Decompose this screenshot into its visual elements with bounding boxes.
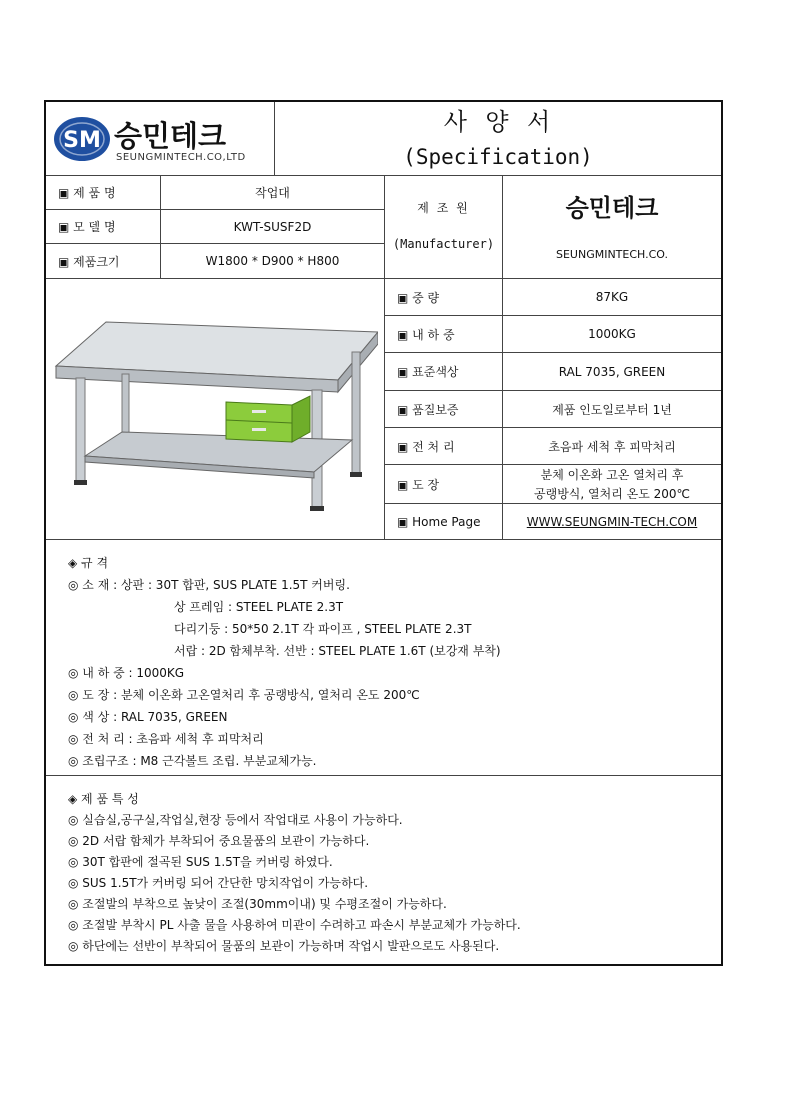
prop-color-value: RAL 7035, GREEN: [558, 364, 666, 379]
logo-subtitle: SEUNGMINTECH.CO,LTD: [116, 152, 246, 163]
model-label: ▣ 모 델 명: [58, 220, 116, 234]
feature-line: ◎ 조절발의 부착으로 높낮이 조절(30mm이내) 및 수평조절이 가능하다.: [68, 897, 447, 911]
product-name-value: 작업대: [255, 186, 290, 200]
prop-weight-value: 87KG: [595, 290, 629, 304]
prop-load-label: ▣ 내 하 중: [397, 327, 455, 342]
maker-label: 제 조 원: [417, 200, 470, 215]
workbench-illustration: [52, 292, 378, 528]
product-name-label: ▣ 제 품 명: [58, 186, 116, 200]
model-value: KWT-SUSF2D: [233, 219, 312, 234]
spec-line: ◎ 도 장 : 분체 이온화 고온열처리 후 공랭방식, 열처리 온도 200℃: [68, 688, 420, 702]
feature-line: ◎ 2D 서랍 함체가 부착되어 중요물품의 보관이 가능하다.: [68, 834, 370, 848]
prop-homepage-label: ▣ Home Page: [397, 514, 481, 529]
feature-line: ◎ 조절발 부착시 PL 사출 물을 사용하여 미관이 수려하고 파손시 부분교체가 가능하다.: [68, 918, 521, 932]
spec-line: ◎ 전 처 리 : 초음파 세척 후 피막처리: [68, 732, 264, 746]
homepage-link[interactable]: WWW.SEUNGMIN-TECH.COM: [526, 514, 698, 529]
spec-line: ◎ 내 하 중 : 1000KG: [68, 666, 185, 680]
size-label: ▣ 제품크기: [58, 254, 120, 269]
maker-label-english: (Manufacturer): [392, 237, 495, 251]
spec-line: 상 프레임 : STEEL PLATE 2.3T: [174, 600, 344, 614]
spec-line: ◎ 소 재 : 상판 : 30T 합판, SUS PLATE 1.5T 커버링.: [68, 578, 350, 592]
prop-pretreatment-label: ▣ 전 처 리: [397, 439, 455, 454]
specification-sheet: [44, 100, 723, 966]
prop-weight-label: ▣ 중 량: [397, 290, 440, 305]
features-heading: ◈ 제 품 특 성: [68, 792, 139, 806]
document-title-english: (Specification): [403, 145, 593, 169]
prop-load-value: 1000KG: [588, 327, 636, 341]
prop-coating-value-line1: 분체 이온화 고온 열처리 후: [540, 468, 684, 482]
logo-name: 승민테크: [114, 119, 227, 153]
prop-warranty-label: ▣ 품질보증: [397, 402, 459, 417]
feature-line: ◎ 30T 합판에 절곡된 SUS 1.5T을 커버링 하였다.: [68, 855, 333, 869]
prop-coating-value-line2: 공랭방식, 열처리 온도 200℃: [534, 487, 690, 501]
prop-warranty-value: 제품 인도일로부터 1년: [552, 402, 672, 417]
prop-pretreatment-value: 초음파 세척 후 피막처리: [548, 439, 676, 454]
spec-heading: ◈ 규 격: [68, 556, 109, 570]
feature-line: ◎ 하단에는 선반이 부착되어 물품의 보관이 가능하며 작업시 발판으로도 사용된다.: [68, 939, 500, 953]
logo-emblem-icon: [52, 114, 112, 164]
spec-line: 다리기둥 : 50*50 2.1T 각 파이프 , STEEL PLATE 2.3T: [174, 622, 472, 636]
spec-line: 서랍 : 2D 함체부착. 선반 : STEEL PLATE 1.6T (보강재 부착): [174, 644, 501, 658]
maker-name: 승민테크: [565, 193, 659, 222]
feature-line: ◎ 실습실,공구실,작업실,현장 등에서 작업대로 사용이 가능하다.: [68, 813, 403, 827]
size-value: W1800 * D900 * H800: [205, 254, 340, 268]
svg-text:SM: SM: [63, 128, 101, 153]
feature-line: ◎ SUS 1.5T가 커버링 되어 간단한 망치작업이 가능하다.: [68, 876, 369, 890]
prop-coating-label: ▣ 도 장: [397, 477, 440, 492]
maker-subtitle: SEUNGMINTECH.CO.: [555, 247, 668, 261]
document-title-korean: 사 양 서: [443, 107, 553, 136]
spec-line: ◎ 색 상 : RAL 7035, GREEN: [68, 710, 228, 724]
company-logo: [52, 114, 272, 168]
spec-line: ◎ 조립구조 : M8 근각볼트 조립. 부분교체가능.: [68, 754, 317, 768]
prop-color-label: ▣ 표준색상: [397, 365, 459, 379]
